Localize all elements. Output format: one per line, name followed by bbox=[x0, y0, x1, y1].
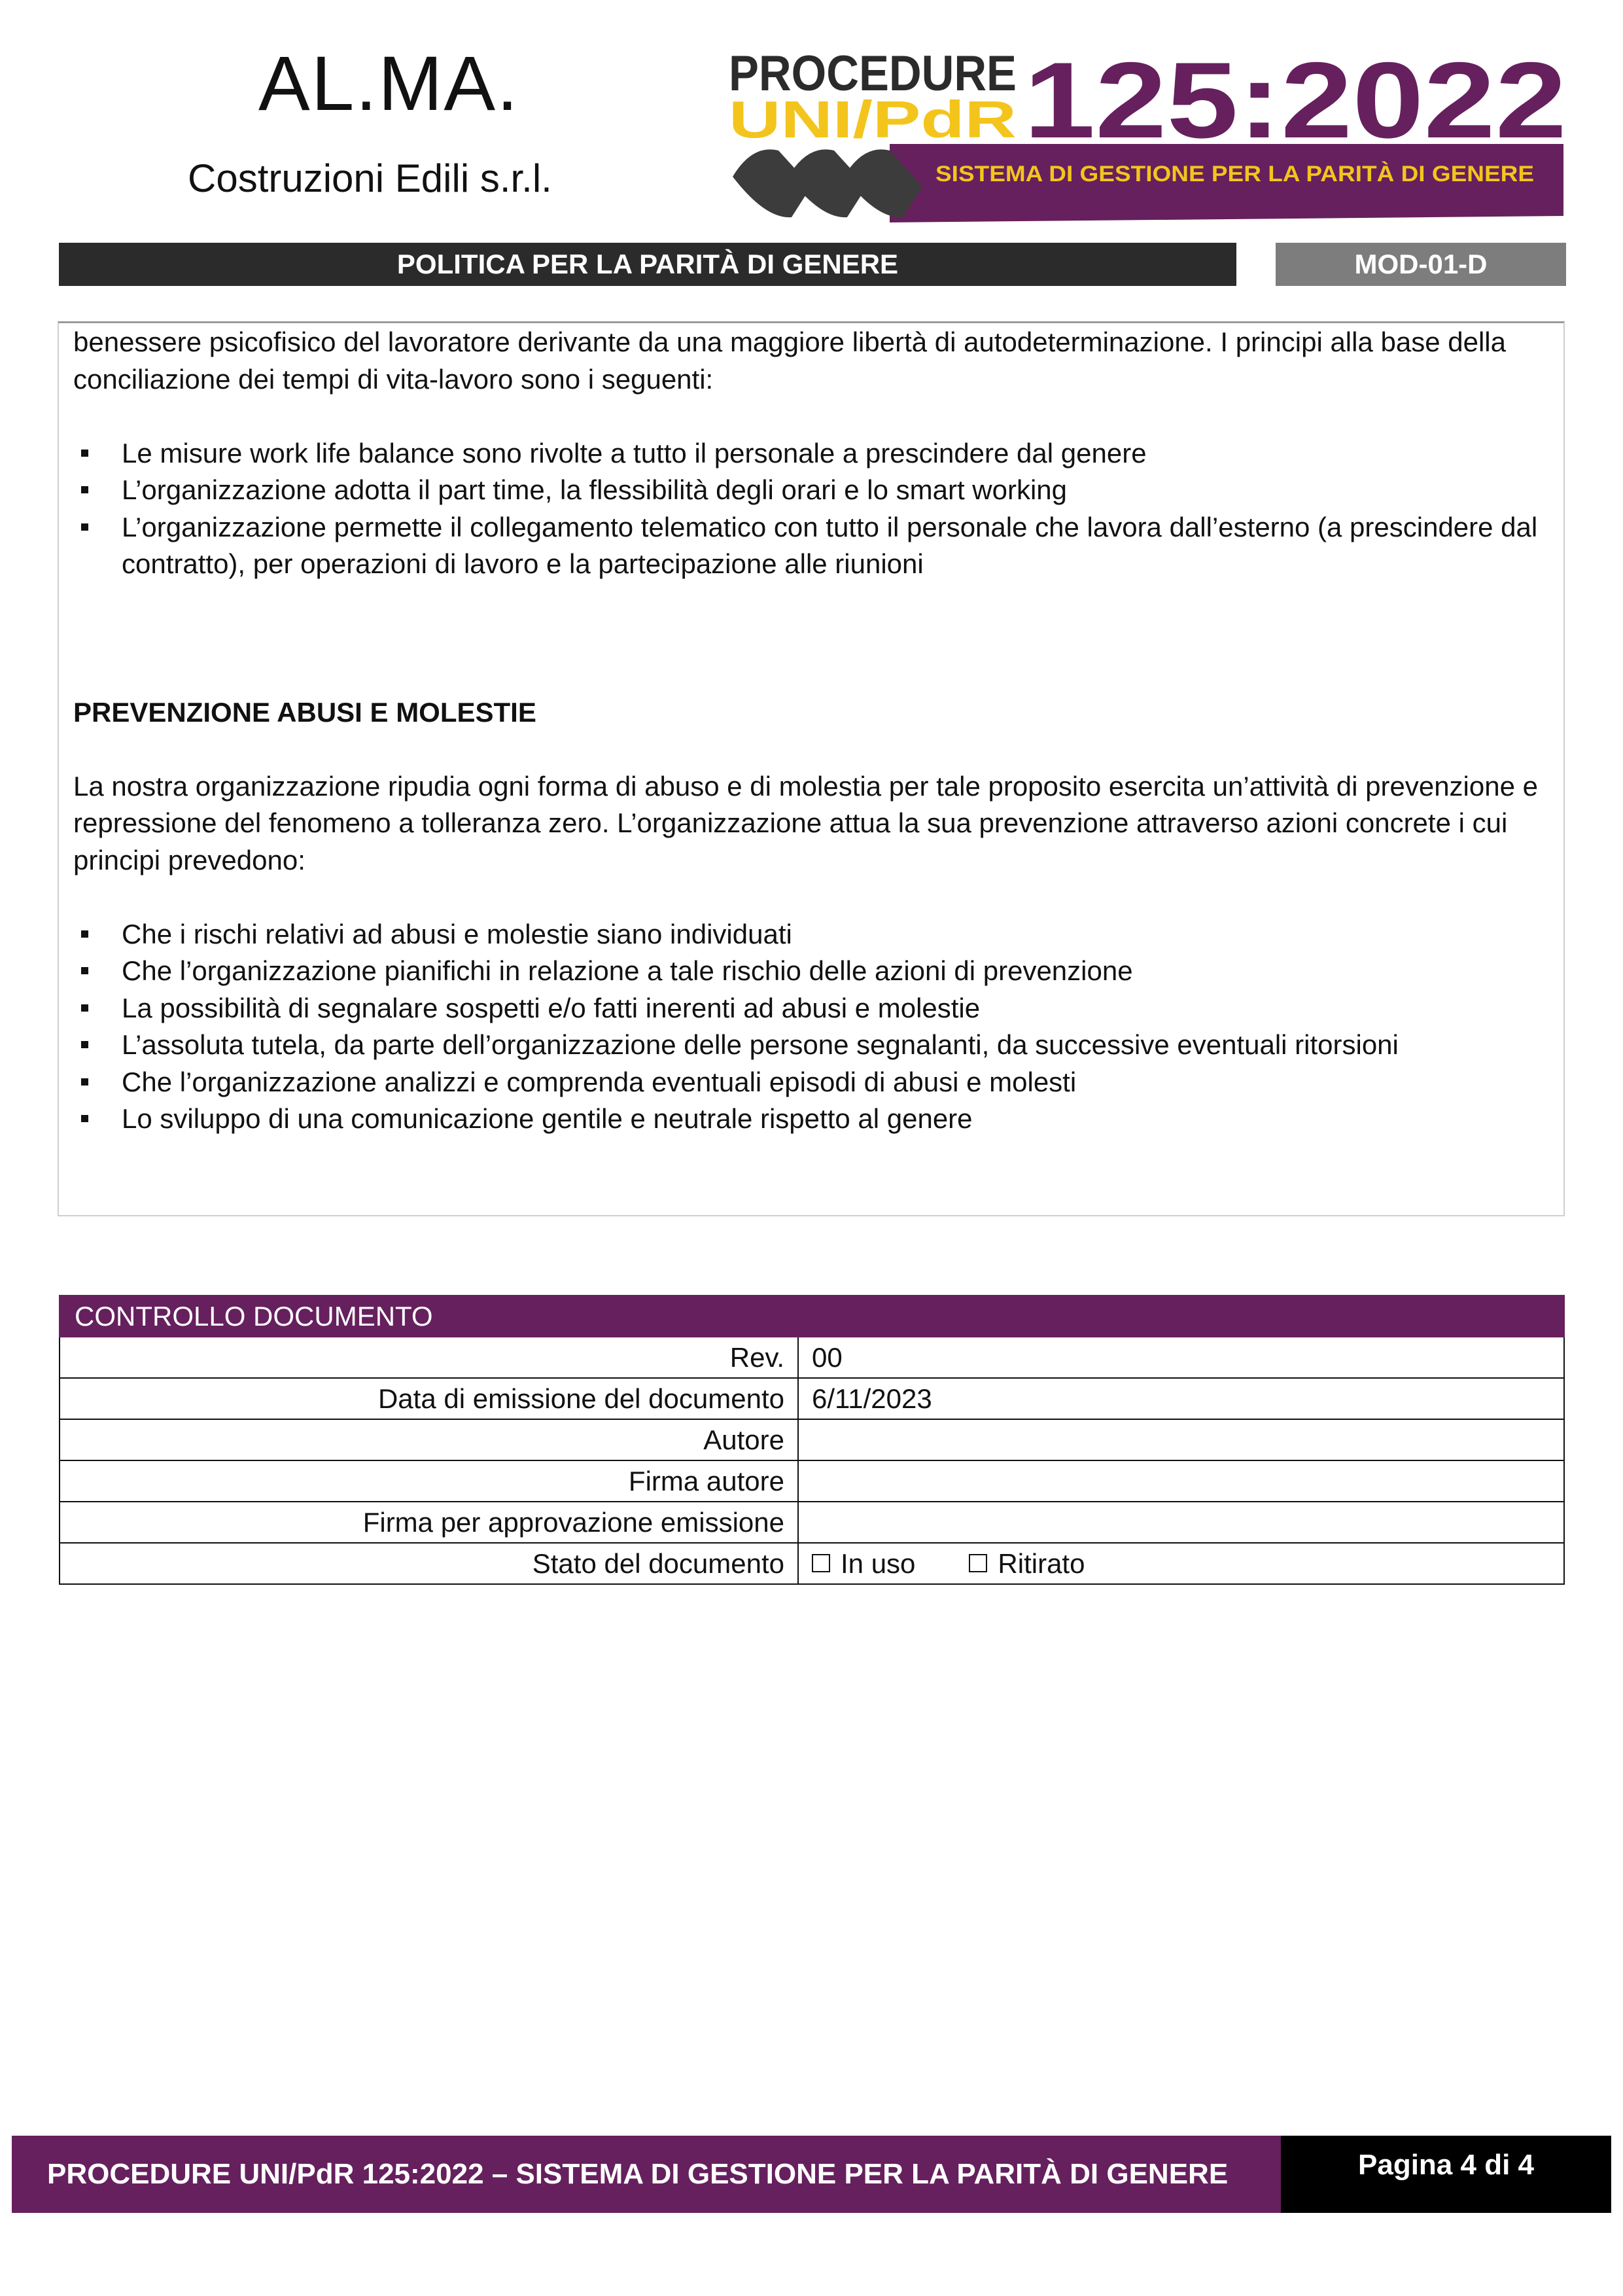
row-value bbox=[798, 1460, 1564, 1502]
logo-line2: UNI/PdR bbox=[729, 90, 1017, 149]
checkbox-ritirato[interactable] bbox=[969, 1554, 987, 1572]
list-item: Le misure work life balance sono rivolte a tutto il personale a prescindere dal genere bbox=[73, 435, 1558, 472]
checkbox-in-uso[interactable] bbox=[812, 1554, 830, 1572]
row-label: Data di emissione del documento bbox=[60, 1378, 798, 1419]
intro-paragraph: benessere psicofisico del lavoratore derivante da una maggiore libertà di autodeterminazione. I principi alla base della conciliazione dei tempi di vita-lavoro sono i seguenti: bbox=[73, 327, 1506, 395]
list-item: L’assoluta tutela, da parte dell’organizzazione delle persone segnalanti, da successive eventuali ritorsioni bbox=[73, 1027, 1558, 1064]
option-label: Ritirato bbox=[998, 1547, 1085, 1579]
company-subtitle: Costruzioni Edili s.r.l. bbox=[188, 156, 552, 200]
list-item: Che l’organizzazione pianifichi in relazione a tale rischio delle azioni di prevenzione bbox=[73, 953, 1558, 990]
table-row bbox=[60, 1378, 1564, 1419]
prevention-list bbox=[73, 916, 1558, 1138]
table-row bbox=[60, 1502, 1564, 1543]
list-item: Lo sviluppo di una comunicazione gentile e neutrale rispetto al genere bbox=[73, 1101, 1558, 1138]
list-item: Che i rischi relativi ad abusi e molestie siano individuati bbox=[73, 916, 1558, 953]
row-value bbox=[798, 1502, 1564, 1543]
logo-banner-text: SISTEMA DI GESTIONE PER LA PARITÀ DI GENERE bbox=[935, 162, 1534, 186]
table-row bbox=[60, 1337, 1564, 1378]
logo-chevrons-icon bbox=[733, 149, 922, 217]
logo-line1: PROCEDURE bbox=[729, 46, 1017, 101]
table-row bbox=[60, 1543, 1564, 1584]
row-value: 00 bbox=[798, 1337, 1564, 1378]
list-item: Che l’organizzazione analizzi e comprenda eventuali episodi di abusi e molesti bbox=[73, 1064, 1558, 1101]
row-value bbox=[798, 1419, 1564, 1460]
row-label: Firma per approvazione emissione bbox=[60, 1502, 798, 1543]
row-value: 6/11/2023 bbox=[798, 1378, 1564, 1419]
status-options bbox=[798, 1543, 1564, 1584]
table-row bbox=[60, 1460, 1564, 1502]
option-label: In uso bbox=[841, 1547, 916, 1579]
content-body bbox=[73, 324, 1558, 1138]
row-label: Stato del documento bbox=[60, 1543, 798, 1584]
list-item: La possibilità di segnalare sospetti e/o fatti inerenti ad abusi e molestie bbox=[73, 990, 1558, 1027]
document-code: MOD-01-D bbox=[1276, 243, 1566, 286]
company-name: AL.MA. bbox=[258, 41, 519, 127]
table-title: CONTROLLO DOCUMENTO bbox=[60, 1296, 1564, 1337]
page-number: Pagina 4 di 4 bbox=[1281, 2136, 1611, 2213]
section-paragraph: La nostra organizzazione ripudia ogni forma di abuso e di molestia per tale proposito esercita un’attività di prevenzione e repressione del fenomeno a tolleranza zero. L’organizzazione attua la sua prevenzione attraverso azioni concrete i cui principi prevedono: bbox=[73, 770, 1538, 875]
row-label: Firma autore bbox=[60, 1460, 798, 1502]
uni-pdr-logo bbox=[726, 46, 1570, 226]
work-life-balance-list bbox=[73, 435, 1558, 583]
section-heading: PREVENZIONE ABUSI E MOLESTIE bbox=[73, 696, 536, 728]
document-title: POLITICA PER LA PARITÀ DI GENERE bbox=[59, 243, 1236, 286]
row-label: Rev. bbox=[60, 1337, 798, 1378]
table-row bbox=[60, 1419, 1564, 1460]
row-label: Autore bbox=[60, 1419, 798, 1460]
footer-title: PROCEDURE UNI/PdR 125:2022 – SISTEMA DI GESTIONE PER LA PARITÀ DI GENERE bbox=[12, 2136, 1281, 2213]
logo-number: 125:2022 bbox=[1024, 46, 1567, 160]
document-control-table bbox=[59, 1295, 1565, 1585]
list-item: L’organizzazione permette il collegamento telematico con tutto il personale che lavora dall’esterno (a prescindere dal contratto), per operazioni di lavoro e la partecipazione alle riunioni bbox=[73, 509, 1558, 583]
table-header-row bbox=[60, 1296, 1564, 1337]
list-item: L’organizzazione adotta il part time, la flessibilità degli orari e lo smart working bbox=[73, 472, 1558, 509]
